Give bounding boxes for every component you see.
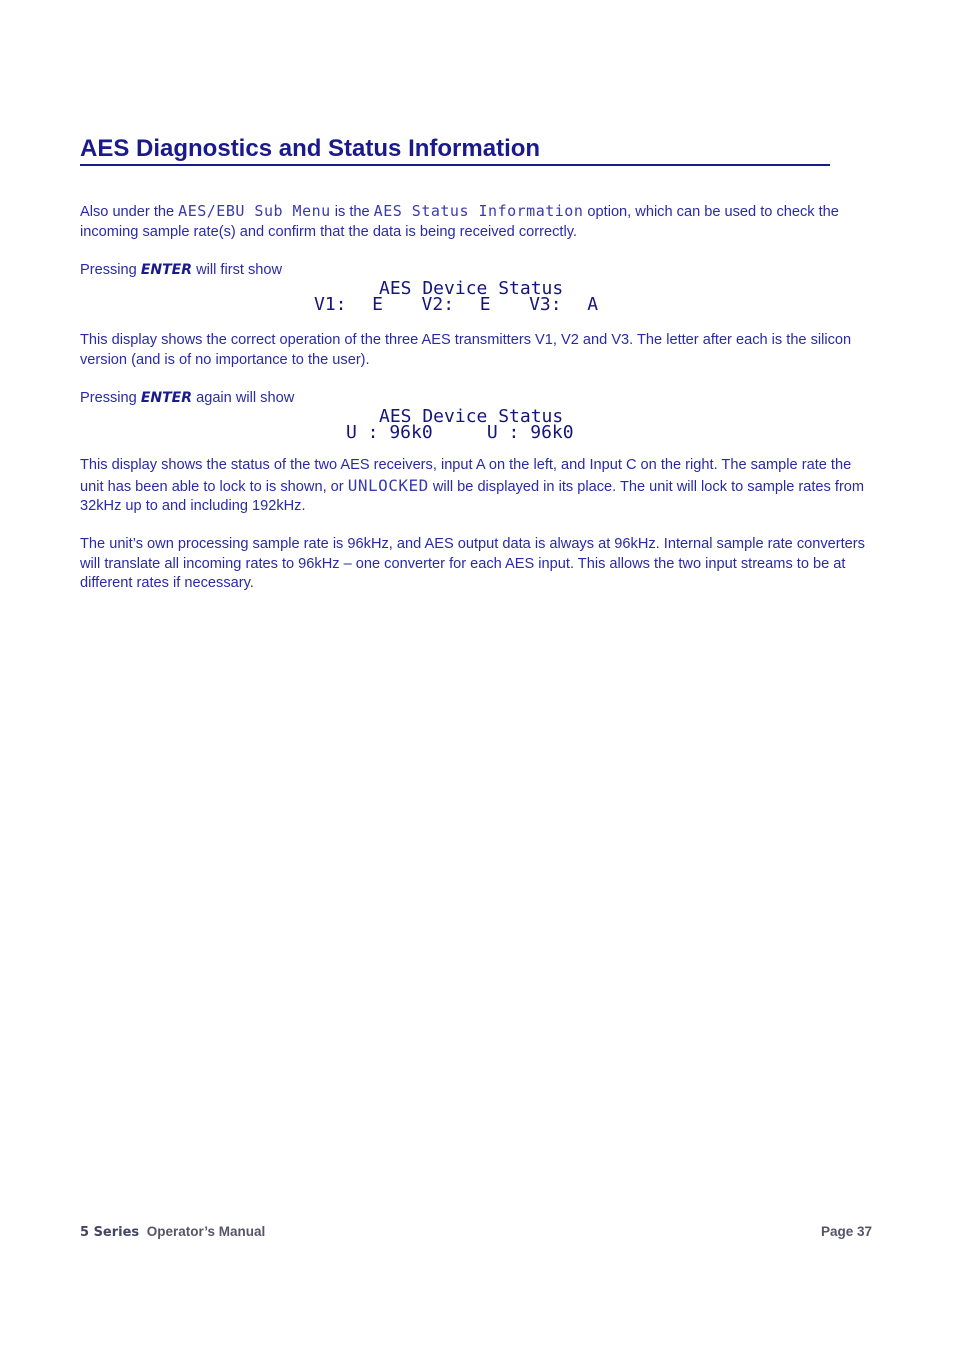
enter-key-label: ENTER <box>140 262 193 278</box>
footer-left <box>80 1224 265 1240</box>
lcd-display-1-line-2: V1: E V2: E V3: A <box>314 294 599 315</box>
press1-text-1: Pressing <box>80 262 141 278</box>
receivers-paragraph <box>80 456 870 517</box>
enter-key-label-2: ENTER <box>140 390 193 406</box>
intro-text-2: is the <box>330 204 374 220</box>
footer-brand: 5 Series <box>80 1225 140 1240</box>
menu-name-aes-ebu: AES/EBU Sub Menu <box>178 202 331 220</box>
press1-text-2: will first show <box>192 262 283 278</box>
press2-text-2: again will show <box>192 390 295 406</box>
sample-rate-paragraph: The unit’s own processing sample rate is 96kHz, and AES output data is always at 96kHz. Internal sample rate converters will translate all incoming rates to 96kHz – one converter for each AES input. This allows the two input streams to be at different rates if necessary. <box>80 536 865 591</box>
lcd-display-1-line-1: AES Device Status <box>379 278 564 299</box>
footer-title: Operator’s Manual <box>146 1224 266 1239</box>
press2-text-1: Pressing <box>80 390 141 406</box>
transmitters-paragraph: This display shows the correct operation of the three AES transmitters V1, V2 and V3. The letter after each is the silicon version (and is of no importance to the user). <box>80 332 852 368</box>
lcd-display-2-line-2: U : 96k0 U : 96k0 <box>346 422 574 443</box>
footer-page-number: Page 37 <box>820 1224 872 1239</box>
unlocked-word: UNLOCKED <box>347 475 429 495</box>
para3-text-1: This display shows the status of the two AES receivers, input A on the left, and Input C on the right. The sample rate the unit has been able to lock to is shown, or <box>80 457 852 495</box>
para3-text-2: will be displayed in its place. The unit will lock to sample rates from 32kHz up to and including 192kHz. <box>80 478 865 514</box>
intro-text-3: option, which can be used to check the incoming sample rate(s) and confirm that the data is being received correctly. <box>80 204 839 240</box>
page-title: AES Diagnostics and Status Information <box>80 134 830 166</box>
menu-name-aes-status: AES Status Information <box>373 202 584 220</box>
intro-paragraph <box>80 202 870 242</box>
intro-text-1: Also under the <box>80 204 179 220</box>
lcd-display-2-line-1: AES Device Status <box>379 406 564 427</box>
